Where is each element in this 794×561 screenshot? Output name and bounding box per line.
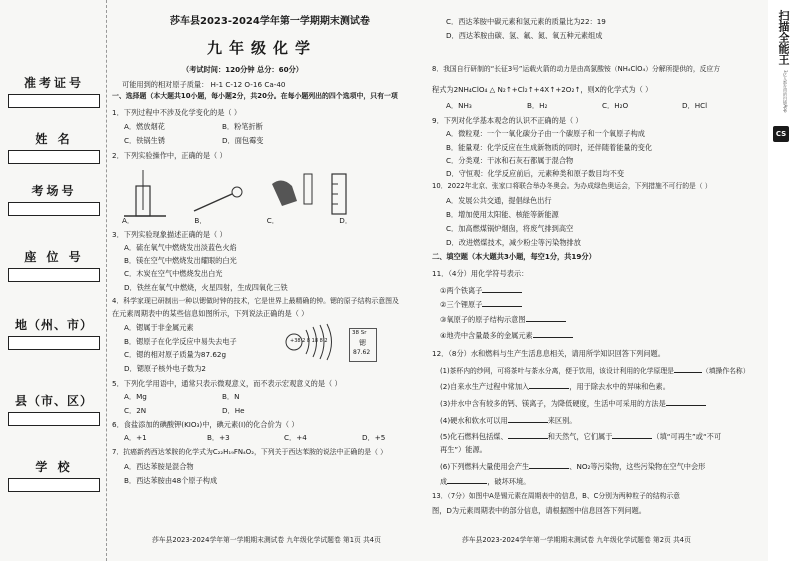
- page-1: [112, 0, 430, 561]
- fill-label: (5)化石燃料包括煤、: [440, 432, 508, 441]
- fill-label: 和天然气，它们属于: [547, 432, 613, 441]
- answer-blank[interactable]: [533, 330, 573, 338]
- option: D．面包霉变: [222, 136, 264, 145]
- sidebar-field: [6, 458, 102, 492]
- fill-label: ③氧原子的原子结构示意图: [440, 315, 526, 324]
- fill-item: [440, 415, 576, 424]
- fill-label: (3)井水中含有较多的钙、镁离子，为降低硬度，生活中可采用的方法是: [440, 399, 666, 408]
- fill-item: [440, 476, 530, 485]
- scanner-watermark-strip: [768, 0, 794, 561]
- sidebar-input-box[interactable]: [8, 478, 100, 492]
- answer-blank[interactable]: [447, 476, 487, 484]
- figure-option-labels: A． B． C． D．: [122, 216, 353, 225]
- fill-item: [440, 314, 566, 323]
- option: A．锶属于非金属元素: [124, 323, 194, 332]
- fill-label: 成: [440, 477, 448, 486]
- fill-item: [440, 398, 706, 407]
- option: C．+4: [284, 433, 307, 442]
- option: B．增加使用太阳能、核能等新能源: [446, 210, 559, 219]
- sidebar-field: [6, 74, 102, 108]
- option: A．微粒观：一个一氧化碳分子由一个碳原子和一个氧原子构成: [446, 129, 645, 138]
- answer-blank[interactable]: [482, 285, 522, 293]
- answer-blank[interactable]: [508, 415, 548, 423]
- option: A．NH₃: [446, 101, 472, 110]
- fill-item: [440, 431, 721, 440]
- question-12: 12．（8分）水和燃料与生产生活息息相关，请用所学知识回答下列问题。: [432, 349, 665, 358]
- option: B．粉笔折断: [222, 122, 263, 131]
- fill-label: (2)自来水生产过程中常加入: [440, 382, 530, 391]
- sr-number: 38 Sr: [352, 330, 367, 336]
- answer-blank[interactable]: [529, 381, 569, 389]
- sidebar-field: [6, 392, 102, 426]
- question-9: 9．下列对化学基本观念的认识不正确的是（ ）: [432, 116, 583, 125]
- option: D．He: [222, 406, 245, 415]
- sidebar-label: 姓 名: [35, 132, 73, 146]
- sidebar-input-box[interactable]: [8, 94, 100, 108]
- exam-info: （考试时间：120分钟 总分：60分）: [182, 65, 303, 74]
- sr-name: 锶: [359, 339, 366, 347]
- option: C．西达苯胺中碳元素和氢元素的质量比为22：19: [446, 17, 606, 26]
- option: C．锶的相对原子质量为87.62g: [124, 350, 227, 359]
- sidebar-label: 学 校: [35, 460, 73, 474]
- sidebar-input-box[interactable]: [8, 412, 100, 426]
- option: B．能量观：化学反应在生成新物质的同时，还伴随着能量的变化: [446, 143, 653, 152]
- answer-blank[interactable]: [674, 365, 702, 373]
- page-footer: 莎车县2023-2024学年第一学期期末测试卷 九年级化学试题卷 第1页 共4页: [152, 536, 381, 544]
- fill-item: [440, 381, 670, 390]
- sidebar-field: [6, 182, 102, 216]
- fill-label: 来区别。: [547, 416, 577, 425]
- sidebar-input-box[interactable]: [8, 150, 100, 164]
- option: C．2N: [124, 406, 147, 415]
- question-8-cont: 程式为2NH₄ClO₄ △ N₂↑+Cl₂↑+4X↑+2O₂↑，则X的化学式为（ ）: [432, 85, 653, 94]
- page-footer: 莎车县2023-2024学年第一学期期末测试卷 九年级化学试题卷 第2页 共4页: [462, 536, 691, 544]
- option: A．燃放烟花: [124, 122, 165, 131]
- fill-label: 再生”）能源。: [440, 445, 487, 454]
- scanner-tagline: 3亿人都在用的扫描App: [783, 70, 788, 113]
- answer-blank[interactable]: [526, 314, 566, 322]
- answer-blank[interactable]: [612, 431, 652, 439]
- question-1: 1．下列过程中不涉及化学变化的是（ ）: [112, 108, 242, 117]
- fill-item: [440, 299, 522, 308]
- option: D．改进燃煤技术，减少粉尘等污染物排放: [446, 238, 581, 247]
- option: D．+5: [362, 433, 386, 442]
- option: A．发展公共交通，提倡绿色出行: [446, 196, 552, 205]
- sidebar-field: [6, 130, 102, 164]
- fill-label: (1)茶杯内的纱网，可将茶叶与茶水分离，便于饮用，该设计利用的化学原理是: [440, 367, 674, 375]
- option: D．西达苯胺由碳、氢、氟、氮、氧五种元素组成: [446, 31, 603, 40]
- option: D．守恒观：化学反应前后，元素种类和原子数目均不变: [446, 169, 625, 178]
- sidebar-label: 座 位 号: [24, 250, 84, 264]
- option: C．木炭在空气中燃烧发出白光: [124, 269, 223, 278]
- question-13-cont: 图，D为元素周期表中的部分信息，请根据图中信息回答下列问题。: [432, 506, 646, 515]
- option: C．H₂O: [602, 101, 629, 110]
- sidebar-input-box[interactable]: [8, 336, 100, 350]
- option: B．N: [222, 392, 240, 401]
- fill-item: [440, 285, 522, 294]
- sidebar-field: [6, 248, 102, 282]
- question-6: 6．食盐添加的碘酸钾(KIO₃)中，碘元素(I)的化合价为（ ）: [112, 420, 299, 429]
- option: A．硫在氧气中燃烧发出淡蓝色火焰: [124, 243, 237, 252]
- option: A．Mg: [124, 392, 147, 401]
- fill-label: (6)下列燃料大量使用会产生: [440, 462, 530, 471]
- page-2: [432, 0, 762, 561]
- answer-blank[interactable]: [482, 299, 522, 307]
- sidebar-label: 县（市、区）: [14, 394, 93, 408]
- question-2: 2．下列实验操作中，正确的是（ ）: [112, 151, 227, 160]
- option: B．锶原子在化学反应中易失去电子: [124, 337, 237, 346]
- question-11: 11．（4分）用化学符号表示：: [432, 269, 529, 278]
- fill-label: 、NO₂等污染物，这些污染物在空气中会形: [569, 462, 706, 471]
- fill-label: ②三个锂原子: [440, 300, 483, 309]
- option: D．HCl: [682, 101, 708, 110]
- question-3: 3．下列实验现象描述正确的是（ ）: [112, 230, 227, 239]
- option: C．铁锅生锈: [124, 136, 165, 145]
- question-10: 10．2022年北京、张家口将联合举办冬奥会。为办成绿色奥运会，下列措施不可行的是（ ）: [432, 182, 712, 190]
- question-5: 5．下列化学用语中，通常只表示微观意义，而不表示宏观意义的是（ ）: [112, 379, 342, 388]
- fill-label: （填操作名称）: [701, 367, 750, 375]
- scanner-logo-text: 扫描全能王: [777, 10, 790, 65]
- fill-label: (4)硬水和软水可以用: [440, 416, 508, 425]
- option: B．H₂: [527, 101, 548, 110]
- scanner-badge-icon: CS: [773, 126, 789, 142]
- question-4: 4．科学家现已研制出一种以锶做时钟的技术，它是世界上最精确的钟。锶的原子结构示意图及: [112, 297, 399, 305]
- atomic-mass: 可能用到的相对原子质量： H-1 C-12 O-16 Ca-40: [122, 80, 286, 89]
- section-heading: 一、选择题（本大题共10小题，每小题2分，共20分。在每小题列出的四个选项中，只有一项: [112, 92, 398, 100]
- question-4-cont: 在元素周期表中的某些信息如图所示，下列说法正确的是（ ）: [112, 309, 309, 318]
- section-heading: 二、填空题（本大题共3小题，每空1分，共19分）: [432, 252, 596, 261]
- option: B．镁在空气中燃烧发出耀眼的白光: [124, 256, 237, 265]
- sidebar-input-box[interactable]: [8, 268, 100, 282]
- question-7: 7．抗癌新药西达苯胺的化学式为C₂₂H₁₉FN₄O₂，下列关于西达苯胺的说法中正确的是（ ）: [112, 448, 388, 456]
- option: D．锶原子核外电子数为2: [124, 364, 206, 373]
- sidebar-label: 准考证号: [23, 76, 84, 90]
- fill-item: [440, 330, 573, 339]
- option: A．+1: [124, 433, 147, 442]
- option: B．+3: [207, 433, 230, 442]
- candidate-info-sidebar: [0, 0, 107, 561]
- sr-mass: 87.62: [353, 349, 371, 356]
- sidebar-label: 地（州、市）: [14, 318, 93, 332]
- option: C．分类观：干冰和石灰石都属于混合物: [446, 156, 574, 165]
- question-13: 13．（7分）如图中A是锡元素在周期表中的信息，B、C分别为两种粒子的结构示意: [432, 492, 680, 500]
- sidebar-input-box[interactable]: [8, 202, 100, 216]
- fill-label: ，破坏环境。: [487, 477, 531, 486]
- fill-item: [440, 365, 750, 375]
- sr-atom-label: +38 2 8 18 8 2: [290, 338, 328, 344]
- exam-title: 莎车县2023-2024学年第一学期期末测试卷: [170, 16, 370, 27]
- fill-label: ①两个铁离子: [440, 286, 483, 295]
- subject-title: 九年级化学: [207, 39, 318, 57]
- option: D．铁丝在氧气中燃烧，火星四射，生成四氧化三铁: [124, 283, 288, 292]
- answer-blank[interactable]: [529, 461, 569, 469]
- question-8: 8．我国自行研制的“长征3号”运载火箭的动力是由高氯酸铵（NH₄ClO₄）分解所提供的，反应方: [432, 65, 721, 73]
- fill-label: （填“可再生”或“不可: [652, 432, 722, 441]
- option: C．加高燃煤锅炉烟囱，将废气排到高空: [446, 224, 574, 233]
- sr-element-card: [349, 328, 377, 362]
- answer-blank[interactable]: [666, 398, 706, 406]
- option: A．西达苯胺是混合物: [124, 462, 194, 471]
- sidebar-label: 考场号: [31, 184, 77, 198]
- answer-blank[interactable]: [508, 431, 548, 439]
- fill-item: [440, 461, 705, 470]
- fill-label: ，用于除去水中的异味和色素。: [569, 382, 670, 391]
- option: B．西达苯胺由48个原子构成: [124, 476, 218, 485]
- sidebar-field: [6, 316, 102, 350]
- fill-label: ④地壳中含量最多的金属元素: [440, 331, 533, 340]
